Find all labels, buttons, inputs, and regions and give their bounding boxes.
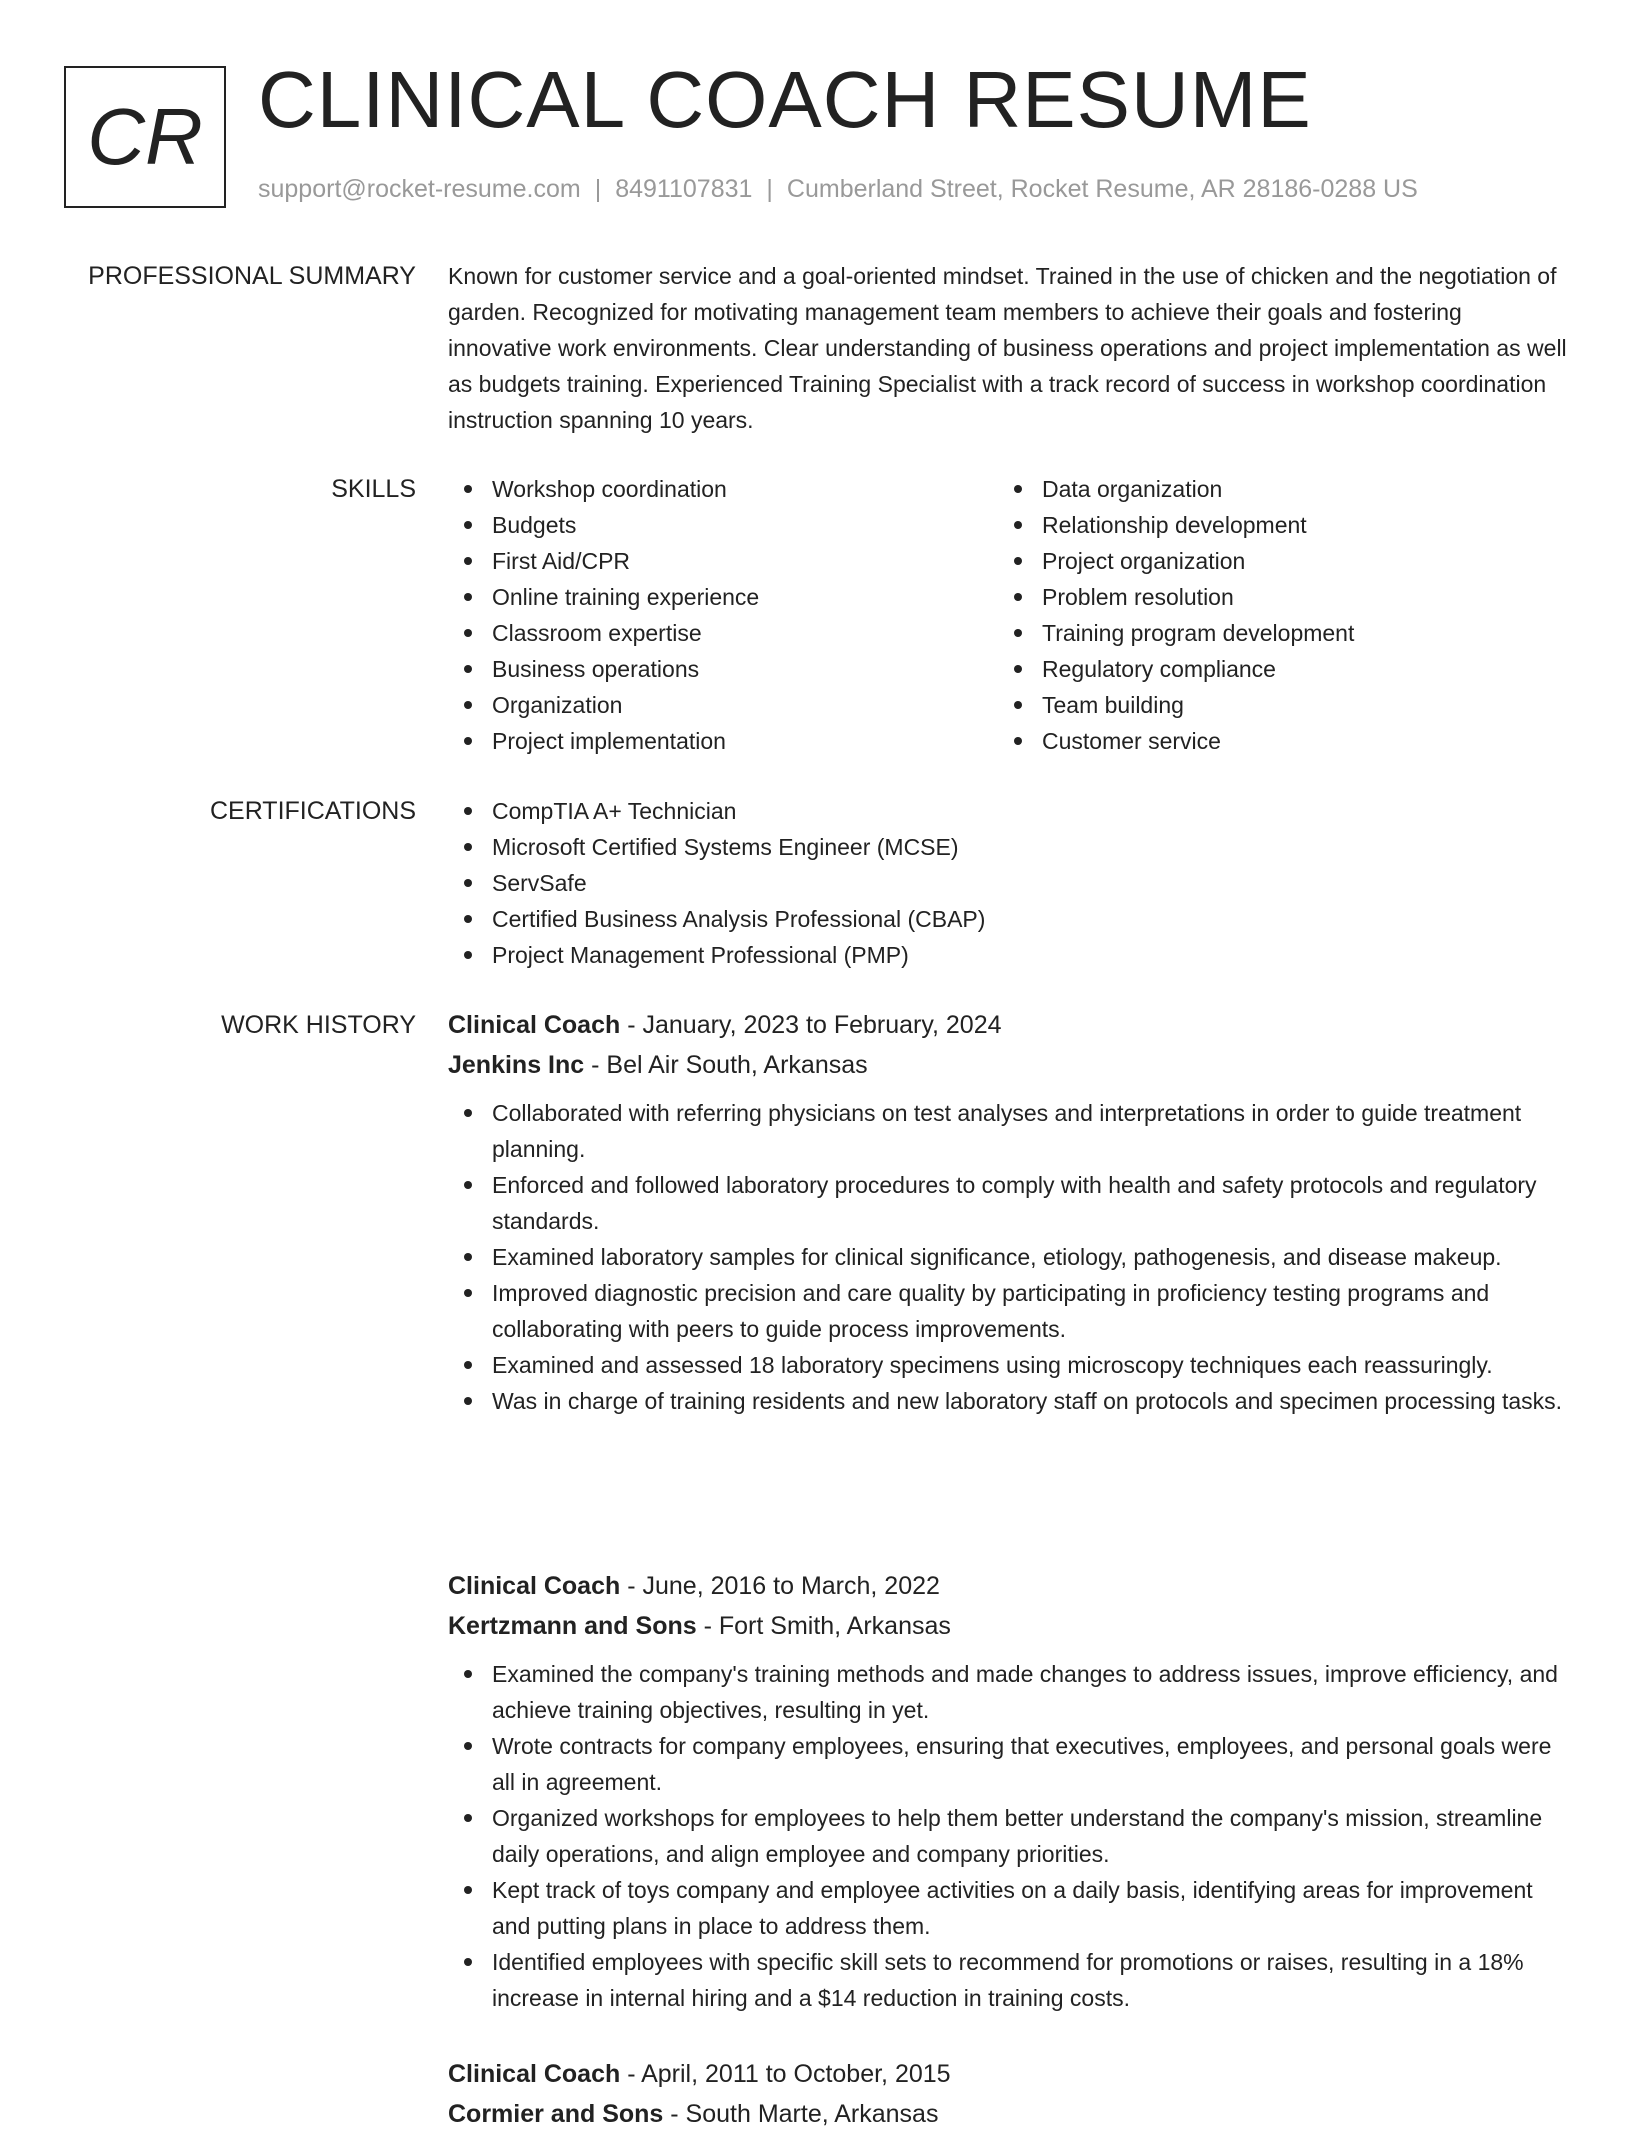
job-dates: - January, 2023 to February, 2024	[620, 1011, 1002, 1039]
job-company: Kertzmann and Sons	[448, 1612, 697, 1640]
list-item: Workshop coordination	[448, 471, 998, 507]
list-item: Wrote contracts for company employees, ensuring that executives, employees, and personal goals were all in agreement.	[448, 1728, 1568, 1800]
job-title-line	[448, 2054, 1568, 2094]
job-bullets	[448, 1656, 1568, 2016]
monogram-box: CR	[64, 66, 226, 208]
list-item: Examined the company's training methods and made changes to address issues, improve efficiency, and achieve training objectives, resulting in yet.	[448, 1656, 1568, 1728]
list-item: Organization	[448, 687, 998, 723]
list-item: Certified Business Analysis Professional (CBAP)	[448, 901, 1568, 937]
list-item: Regulatory compliance	[998, 651, 1548, 687]
skills-body	[448, 471, 1568, 759]
contact-line	[258, 175, 1418, 204]
job-company-line	[448, 1606, 1568, 1646]
list-item: Business operations	[448, 651, 998, 687]
list-item: Enforced and followed laboratory procedures to comply with health and safety protocols and regulatory standards.	[448, 1167, 1568, 1239]
job-company-line	[448, 2094, 1568, 2134]
list-item: Online training experience	[448, 579, 998, 615]
contact-separator: |	[766, 175, 773, 203]
section-label-summary: PROFESSIONAL SUMMARY	[88, 262, 416, 290]
list-item: First Aid/CPR	[448, 543, 998, 579]
contact-address: Cumberland Street, Rocket Resume, AR 28186-0288 US	[786, 175, 1418, 203]
page-title: CLINICAL COACH RESUME	[258, 55, 1312, 144]
contact-separator: |	[594, 175, 602, 203]
job-title-line	[448, 1566, 1568, 1606]
job-dates: - April, 2011 to October, 2015	[620, 2060, 951, 2088]
list-item: Team building	[998, 687, 1548, 723]
list-item: Training program development	[998, 615, 1548, 651]
list-item: CompTIA A+ Technician	[448, 793, 1568, 829]
job-entry	[448, 1566, 1568, 2016]
job-company-line	[448, 1045, 1568, 1085]
job-location: - Fort Smith, Arkansas	[696, 1612, 951, 1640]
list-item: Classroom expertise	[448, 615, 998, 651]
list-item: Problem resolution	[998, 579, 1548, 615]
job-bullets	[448, 1095, 1568, 1419]
job-company: Jenkins Inc	[448, 1051, 585, 1079]
list-item: Project implementation	[448, 723, 998, 759]
list-item: Organized workshops for employees to help them better understand the company's mission, streamline daily operations, and align employee and company priorities.	[448, 1800, 1568, 1872]
list-item: Examined and assessed 18 laboratory specimens using microscopy techniques each reassuringly.	[448, 1347, 1568, 1383]
summary-body	[448, 258, 1568, 438]
list-item: Data organization	[998, 471, 1548, 507]
list-item: Identified employees with specific skill sets to recommend for promotions or raises, resulting in a 18% increase in internal hiring and a $14 reduction in training costs.	[448, 1944, 1568, 2016]
list-item: Collaborated with referring physicians on test analyses and interpretations in order to guide treatment planning.	[448, 1095, 1568, 1167]
list-item: Customer service	[998, 723, 1548, 759]
section-label-work-history: WORK HISTORY	[221, 1011, 416, 1039]
list-item: ServSafe	[448, 865, 1568, 901]
job-entry	[448, 1005, 1568, 1419]
job-company: Cormier and Sons	[448, 2100, 664, 2128]
job-location: - South Marte, Arkansas	[663, 2100, 939, 2128]
contact-email: support@rocket-resume.com	[258, 175, 581, 203]
job-title-line	[448, 1005, 1568, 1045]
skills-list-left	[448, 471, 998, 759]
list-item: Was in charge of training residents and new laboratory staff on protocols and specimen processing tasks.	[448, 1383, 1568, 1419]
job-location: - Bel Air South, Arkansas	[584, 1051, 868, 1079]
job-entry	[448, 2054, 1568, 2134]
list-item: Microsoft Certified Systems Engineer (MCSE)	[448, 829, 1568, 865]
list-item: Project organization	[998, 543, 1548, 579]
certifications-body	[448, 793, 1568, 973]
section-label-certifications: CERTIFICATIONS	[209, 797, 416, 825]
summary-text: Known for customer service and a goal-oriented mindset. Trained in the use of chicken and the negotiation of garden. Recognized for motivating management team members to achieve their goals and fostering innovative work environments. Clear understanding of business operations and project implementation as well as budgets training. Experienced Training Specialist with a track record of success in workshop coordination instruction spanning 10 years.	[448, 263, 1567, 433]
certifications-list	[448, 793, 1568, 973]
list-item: Relationship development	[998, 507, 1548, 543]
contact-phone: 8491107831	[615, 175, 753, 203]
list-item: Project Management Professional (PMP)	[448, 937, 1568, 973]
list-item: Budgets	[448, 507, 998, 543]
list-item: Examined laboratory samples for clinical significance, etiology, pathogenesis, and disease makeup.	[448, 1239, 1568, 1275]
job-dates: - June, 2016 to March, 2022	[620, 1572, 940, 1600]
list-item: Kept track of toys company and employee activities on a daily basis, identifying areas for improvement and putting plans in place to address them.	[448, 1872, 1568, 1944]
skills-list-right	[998, 471, 1548, 759]
job-title: Clinical Coach	[448, 1572, 621, 1600]
section-label-skills: SKILLS	[331, 475, 416, 503]
job-title: Clinical Coach	[448, 1011, 621, 1039]
job-title: Clinical Coach	[448, 2060, 621, 2088]
list-item: Improved diagnostic precision and care quality by participating in proficiency testing programs and collaborating with peers to guide process improvements.	[448, 1275, 1568, 1347]
